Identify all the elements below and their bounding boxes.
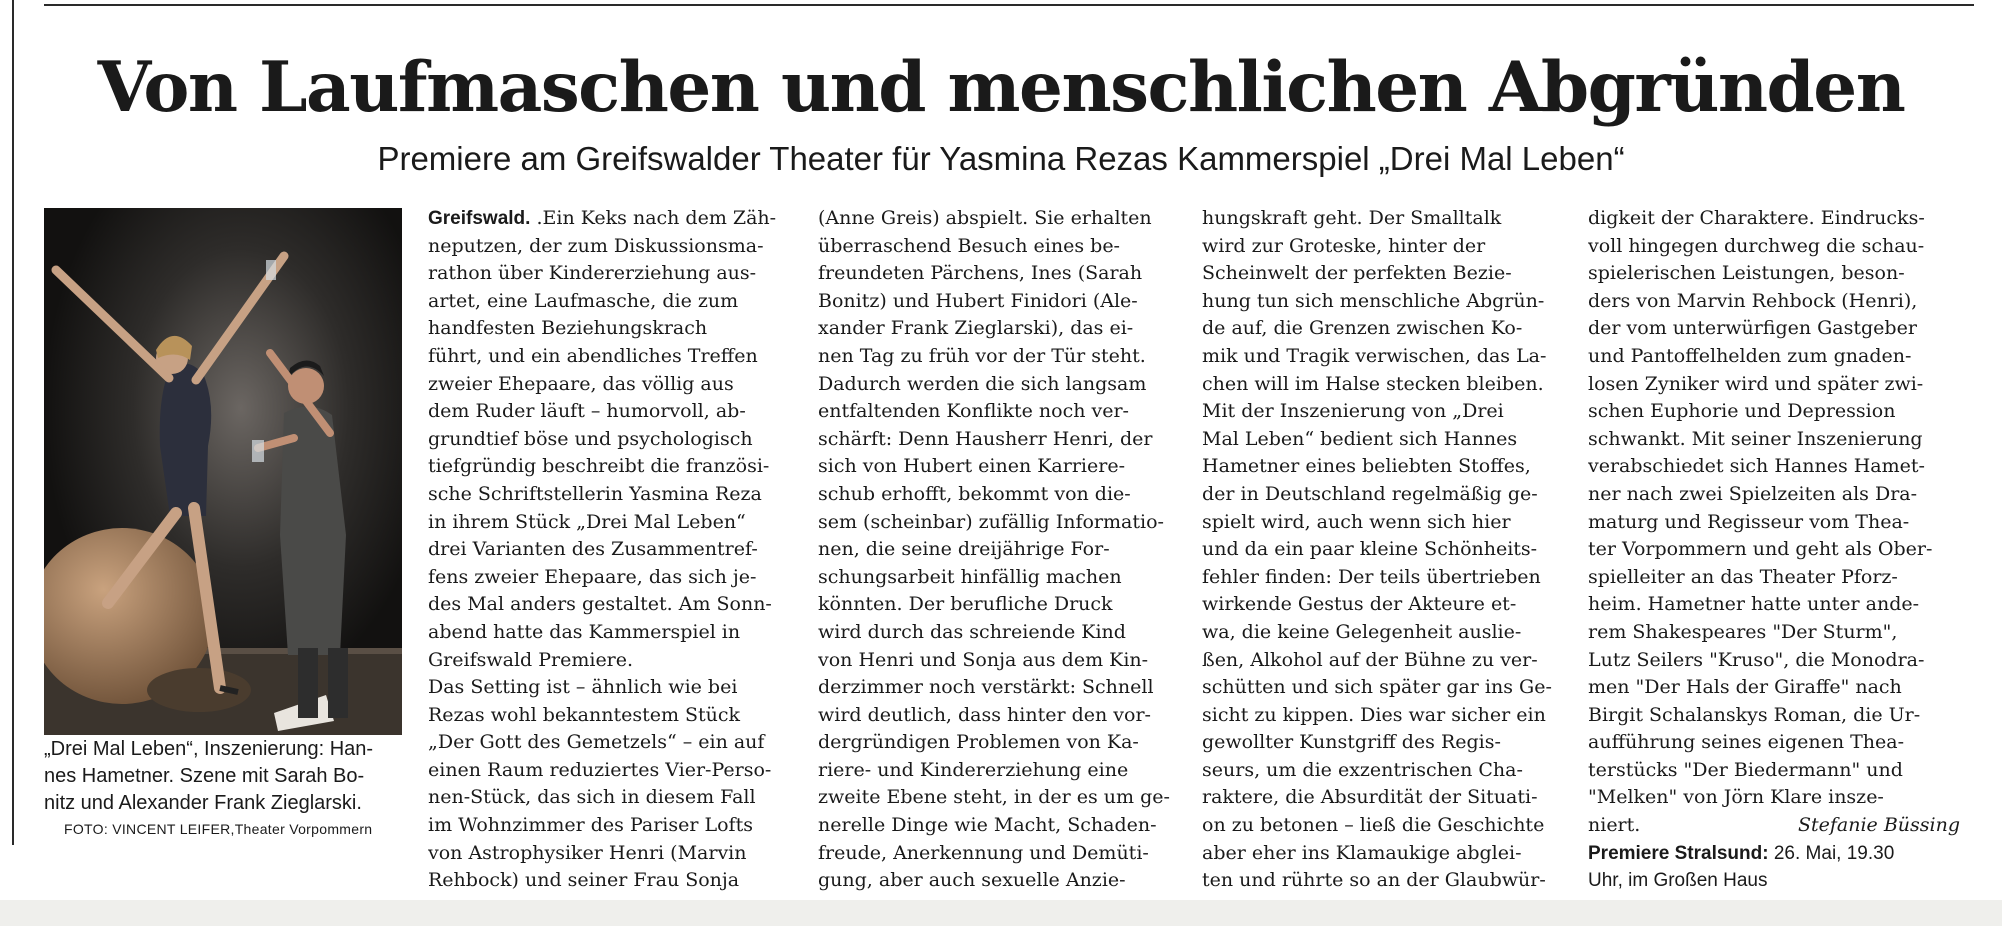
- text-line: schwankt. Mit seiner Inszenierung: [1588, 427, 1923, 450]
- text-line: rathon über Kindererziehung aus-: [428, 262, 757, 285]
- text-line: im Wohnzimmer des Pariser Lofts: [428, 814, 753, 837]
- text-line: freundeten Pärchens, Ines (Sarah: [818, 262, 1143, 285]
- text-line: von Henri und Sonja aus dem Kin-: [818, 648, 1149, 671]
- text-line: wirkende Gestus der Akteure et-: [1202, 593, 1517, 616]
- text-line: und da ein paar kleine Schönheits-: [1202, 538, 1538, 561]
- text-line: digkeit der Charaktere. Eindrucks-: [1588, 207, 1925, 229]
- text-line: artet, eine Laufmasche, die zum: [428, 289, 739, 312]
- text-line: schütten und sich später gar ins Ge-: [1202, 676, 1552, 699]
- text-line: wa, die keine Gelegenheit auslie-: [1202, 620, 1522, 643]
- text-line: schungsarbeit hinfällig machen: [818, 565, 1122, 588]
- text-line: in ihrem Stück „Drei Mal Leben“: [428, 510, 746, 533]
- text-line: dergründigen Problemen von Ka-: [818, 731, 1139, 754]
- text-line: und Pantoffelhelden zum gnaden-: [1588, 344, 1912, 367]
- caption-line: „Drei Mal Leben“, Inszenierung: Han-: [44, 738, 374, 760]
- text-line: sich von Hubert einen Karriere-: [818, 455, 1125, 478]
- text-line: on zu betonen – ließ die Geschichte: [1202, 814, 1545, 837]
- text-line: schärft: Denn Hausherr Henri, der: [818, 427, 1153, 450]
- page-bottom-margin: [0, 900, 2002, 926]
- text-line: heim. Hametner hatte unter ande-: [1588, 593, 1920, 616]
- text-line: men "Der Hals der Giraffe" nach: [1588, 676, 1902, 699]
- author-byline: Stefanie Büssing: [1797, 814, 1960, 837]
- text-line: entfaltenden Konflikte noch ver-: [818, 400, 1129, 423]
- text-line: [428, 205, 800, 233]
- text-line: gewollter Kunstgriff des Regis-: [1202, 731, 1501, 754]
- text-line: abend hatte das Kammerspiel in: [428, 620, 741, 643]
- text-line: voll hingegen durchweg die schau-: [1588, 234, 1925, 257]
- text-line: hungskraft geht. Der Smalltalk: [1202, 207, 1502, 229]
- text-line: derzimmer noch verstärkt: Schnell: [818, 676, 1154, 699]
- article-column-3: [1202, 205, 1574, 895]
- text-line: gung, aber auch sexuelle Anzie-: [818, 869, 1126, 892]
- text-line: der vom unterwürfigen Gastgeber: [1588, 317, 1917, 340]
- text-line: nen Tag zu früh vor der Tür steht.: [818, 344, 1146, 367]
- premiere-info-date: 26. Mai, 19.30: [1768, 842, 1895, 864]
- text-line: raktere, die Absurdität der Situati-: [1202, 786, 1538, 809]
- text-line: sem (scheinbar) zufällig Informatio-: [818, 510, 1164, 533]
- text-line: aber eher ins Klamaukige abglei-: [1202, 841, 1522, 864]
- text-line: xander Frank Zieglarski), das ei-: [818, 317, 1134, 340]
- text-line: Rehbock) und seiner Frau Sonja: [428, 869, 740, 892]
- text-line: Mal Leben“ bedient sich Hannes: [1202, 427, 1518, 450]
- text-line: sche Schriftstellerin Yasmina Reza: [428, 482, 762, 505]
- text-line: maturg und Regisseur vom Thea-: [1588, 510, 1910, 533]
- premiere-info-venue: Uhr, im Großen Haus: [1588, 870, 1768, 892]
- text-line: ter Vorpommern und geht als Ober-: [1588, 538, 1933, 561]
- text-line-content: niert.: [1588, 814, 1641, 837]
- text-line: aufführung seines eigenen Thea-: [1588, 731, 1905, 754]
- text-line: der in Deutschland regelmäßig ge-: [1202, 482, 1538, 505]
- text-line: de auf, die Grenzen zwischen Ko-: [1202, 317, 1523, 340]
- dateline: Greifswald.: [428, 208, 531, 229]
- text-line: losen Zyniker wird und später zwi-: [1588, 372, 1924, 395]
- text-line: Bonitz) und Hubert Finidori (Ale-: [818, 289, 1138, 312]
- text-line: "Melken" von Jörn Klare insze-: [1588, 786, 1884, 809]
- subheadline: Premiere am Greifswalder Theater für Yasmina Rezas Kammerspiel „Drei Mal Leben“: [377, 140, 1625, 177]
- text-line: führt, und ein abendliches Treffen: [428, 344, 758, 367]
- text-line: spielerischen Leistungen, beson-: [1588, 262, 1905, 285]
- text-line: mik und Tragik verwischen, das La-: [1202, 344, 1547, 367]
- text-line: (Anne Greis) abspielt. Sie erhalten: [818, 207, 1152, 229]
- text-line: handfesten Beziehungskrach: [428, 317, 708, 340]
- top-rule: [44, 4, 1974, 6]
- text-line: zweier Ehepaare, das völlig aus: [428, 372, 734, 395]
- text-line: spielt wird, auch wenn sich hier: [1202, 510, 1511, 533]
- caption-line: nitz und Alexander Frank Zieglarski.: [44, 792, 362, 815]
- text-line: fens zweier Ehepaare, das sich je-: [428, 565, 757, 588]
- text-line: zweite Ebene steht, in der es um ge-: [818, 786, 1170, 809]
- text-line: fehler finden: Der teils übertrieben: [1202, 565, 1541, 588]
- text-line: überraschend Besuch eines be-: [818, 234, 1120, 257]
- text-line: dem Ruder läuft – humorvoll, ab-: [428, 400, 746, 423]
- text-line: tiefgründig beschreibt die französi-: [428, 455, 770, 478]
- text-line: von Astrophysiker Henri (Marvin: [428, 841, 747, 864]
- text-line: schen Euphorie und Depression: [1588, 400, 1896, 423]
- text-line: Scheinwelt der perfekten Bezie-: [1202, 262, 1512, 285]
- premiere-info-label: Premiere Stralsund:: [1588, 842, 1769, 864]
- article-column-2: [818, 205, 1190, 895]
- text-line: wird durch das schreiende Kind: [818, 620, 1126, 643]
- text-line: spielleiter an das Theater Pforz-: [1588, 565, 1898, 588]
- text-line: ders von Marvin Rehbock (Henri),: [1588, 289, 1918, 312]
- caption-line: nes Hametner. Szene mit Sarah Bo-: [44, 765, 365, 788]
- text-line: des Mal anders gestaltet. Am Sonn-: [428, 593, 772, 616]
- text-line: [1588, 812, 1960, 840]
- text-line: nen-Stück, das sich in diesem Fall: [428, 786, 756, 809]
- text-line: wird deutlich, dass hinter den vor-: [818, 703, 1151, 726]
- text-line: ten und rührte so an der Glaubwür-: [1202, 869, 1546, 892]
- text-line: nen, die seine dreijährige For-: [818, 538, 1110, 561]
- article-column-1: [428, 205, 800, 895]
- text-line: ßen, Alkohol auf der Bühne zu ver-: [1202, 648, 1538, 671]
- text-line: neputzen, der zum Diskussionsma-: [428, 234, 764, 257]
- text-line: terstücks "Der Biedermann" und: [1588, 758, 1903, 781]
- text-line: rem Shakespeares "Der Sturm",: [1588, 620, 1898, 643]
- text-line: Mit der Inszenierung von „Drei: [1202, 400, 1504, 423]
- text-line: chen will im Halse stecken bleiben.: [1202, 372, 1544, 395]
- text-line: seurs, um die exzentrischen Cha-: [1202, 758, 1523, 781]
- premiere-info: [1588, 840, 1960, 868]
- text-line: könnten. Der berufliche Druck: [818, 593, 1113, 616]
- text-line-content: .Ein Keks nach dem Zäh-: [530, 207, 777, 229]
- text-line: hung tun sich menschliche Abgrün-: [1202, 289, 1545, 312]
- text-line: wird zur Groteske, hinter der: [1202, 234, 1486, 257]
- text-line: Rezas wohl bekanntestem Stück: [428, 703, 741, 726]
- text-line: riere- und Kindererziehung eine: [818, 758, 1129, 781]
- text-line: Birgit Schalanskys Roman, die Ur-: [1588, 703, 1921, 726]
- article-column-4: [1588, 205, 1960, 895]
- stage-photo: [44, 208, 402, 735]
- text-line: verabschiedet sich Hannes Hamet-: [1588, 455, 1925, 478]
- text-line: Dadurch werden die sich langsam: [818, 372, 1147, 395]
- text-line: Hametner eines beliebten Stoffes,: [1202, 455, 1531, 478]
- text-line: „Der Gott des Gemetzels“ – ein auf: [428, 731, 765, 754]
- text-line: sicht zu kippen. Dies war sicher ein: [1202, 703, 1546, 726]
- text-line: grundtief böse und psychologisch: [428, 427, 753, 450]
- photo-caption: [44, 736, 406, 818]
- photo-credit: FOTO: VINCENT LEIFER,Theater Vorpommern: [64, 821, 373, 837]
- text-line: Lutz Seilers "Kruso", die Monodra-: [1588, 648, 1925, 671]
- text-line: ner nach zwei Spielzeiten als Dra-: [1588, 482, 1918, 505]
- text-line: schub erhofft, bekommt von die-: [818, 482, 1131, 505]
- headline: Von Laufmaschen und menschlichen Abgründen: [97, 47, 1905, 128]
- text-line: nerelle Dinge wie Macht, Schaden-: [818, 814, 1157, 837]
- text-line: freude, Anerkennung und Demüti-: [818, 841, 1149, 864]
- text-line: Greifswald Premiere.: [428, 648, 634, 671]
- text-line: Das Setting ist – ähnlich wie bei: [428, 676, 738, 699]
- text-line: drei Varianten des Zusammentref-: [428, 538, 758, 561]
- text-line: einen Raum reduziertes Vier-Perso-: [428, 758, 772, 781]
